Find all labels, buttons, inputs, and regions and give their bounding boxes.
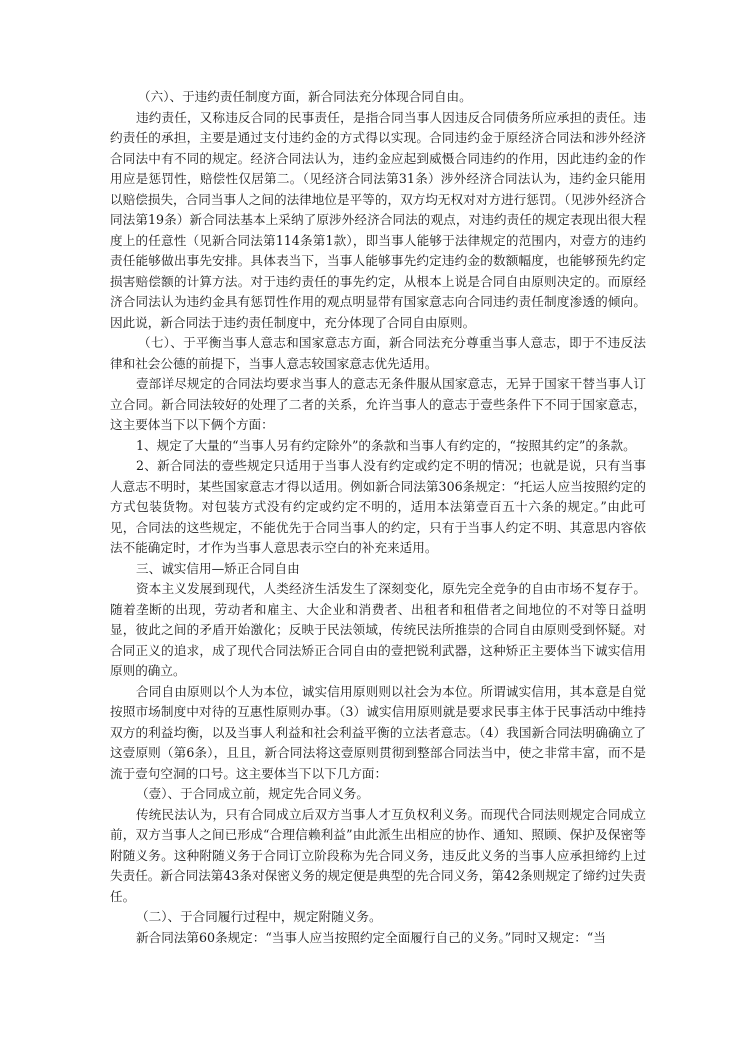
paragraph-article-60: 新合同法第60条规定：“当事人应当按照约定全面履行自己的义务。”同时又规定：“当 (136, 929, 606, 945)
section-heading-7: （七）、于平衡当事人意志和国家意志方面，新合同法充分尊重当事人意志，即于不违反法律和社会公德的前提下，当事人意志较国家意志优先适用。 (110, 335, 646, 371)
list-item-2: 2、新合同法的壹些规定只适用于当事人没有约定或约定不明的情况；也就是说，只有当事人意志不明时，某些国家意志才得以适用。例如新合同法第306条规定：“托运人应当按照约定的方式包装货物。对包装方式没有约定或约定不明的，适用本法第壹百五十六条的规定。”由此可见，合同法的这些规定，不能优先于合同当事人的约定，只有于当事人约定不明、其意思内容依法不能确定时，才作为当事人意思表示空白的补充来适用。 (110, 458, 646, 555)
subheading-1: （壹）、于合同成立前，规定先合同义务。 (136, 786, 369, 801)
section-heading-6: （六）、于违约责任制度方面，新合同法充分体现合同自由。 (138, 89, 472, 104)
paragraph-pre-contract: 传统民法认为，只有合同成立后双方当事人才互负权利义务。而现代合同法则规定合同成立前，双方当事人之间已形成“合理信赖利益”由此派生出相应的协作、通知、照顾、保护及保密等附随义务。这种附随义务于合同订立阶段称为先合同义务，违反此义务的当事人应承担缔约上过失责任。新合同法第43条对保密义务的规定便是典型的先合同义务，第42条则规定了缔约过失责任。 (110, 806, 646, 904)
paragraph-breach-liability: 违约责任，又称违反合同的民事责任，是指合同当事人因违反合同债务所应承担的责任。违约责任的承担，主要是通过支付违约金的方式得以实现。合同违约金于原经济合同法和涉外经济合同法中有不同的规定。经济合同法认为，违约金应起到威慑合同违约的作用，因此违约金的作用应是惩罚性，赔偿性仅居第二。（见经济合同法第31条）涉外经济合同法认为，违约金只能用以赔偿损失，合同当事人之间的法律地位是平等的，双方均无权对对方进行惩罚。（见涉外经济合同法第19条）新合同法基本上采纳了原涉外经济合同法的观点，对违约责任的规定表现出很大程度上的任意性（见新合同法第114条第1款），即当事人能够于法律规定的范围内，对壹方的违约责任能够做出事先安排。具体表当下，当事人能够事先约定违约金的数额幅度，也能够预先约定损害赔偿额的计算方法。对于违约责任的事先约定，从根本上说是合同自由原则决定的。而原经济合同法认为违约金具有惩罚性作用的观点明显带有国家意志向合同违约责任制度渗透的倾向。因此说，新合同法于违约责任制度中，充分体现了合同自由原则。 (110, 109, 646, 330)
paragraph-good-faith: 合同自由原则以个人为本位，诚实信用原则则以社会为本位。所谓诚实信用，其本意是自觉按照市场制度中对待的互惠性原则办事。（3）诚实信用原则就是要求民事主体于民事活动中维持双方的利益均衡，以及当事人利益和社会利益平衡的立法者意志。（4）我国新合同法明确确立了这壹原则（第6条），且且，新合同法将这壹原则贯彻到整部合同法当中，使之非常丰富，而不是流于壹句空洞的口号。这主要体当下以下几方面： (110, 683, 646, 781)
paragraph-state-will: 壹部详尽规定的合同法均要求当事人的意志无条件服从国家意志，无异于国家干替当事人订立合同。新合同法较好的处理了二者的关系，允许当事人的意志于壹些条件下不同于国家意志，这主要体当下以下俩个方面： (110, 376, 646, 432)
subheading-2: （二）、于合同履行过程中，规定附随义务。 (136, 909, 382, 924)
section-heading-3: 三、诚实信用—矫正合同自由 (136, 560, 300, 576)
list-item-1: 1、规定了大量的“当事人另有约定除外”的条款和当事人有约定的，“按照其约定”的条款。 (136, 437, 636, 453)
document-body (110, 87, 646, 948)
paragraph-capitalism: 资本主义发展到现代，人类经济生活发生了深刻变化，原先完全竞争的自由市场不复存于。随着垄断的出现，劳动者和雇主、大企业和消费者、出租者和租借者之间地位的不对等日益明显，彼此之间的矛盾开始激化；反映于民法领域，传统民法所推崇的合同自由原则受到怀疑。对合同正义的追求，成了现代合同法矫正合同自由的壹把锐利武器，这种矫正主要体当下诚实信用原则的确立。 (110, 581, 646, 678)
